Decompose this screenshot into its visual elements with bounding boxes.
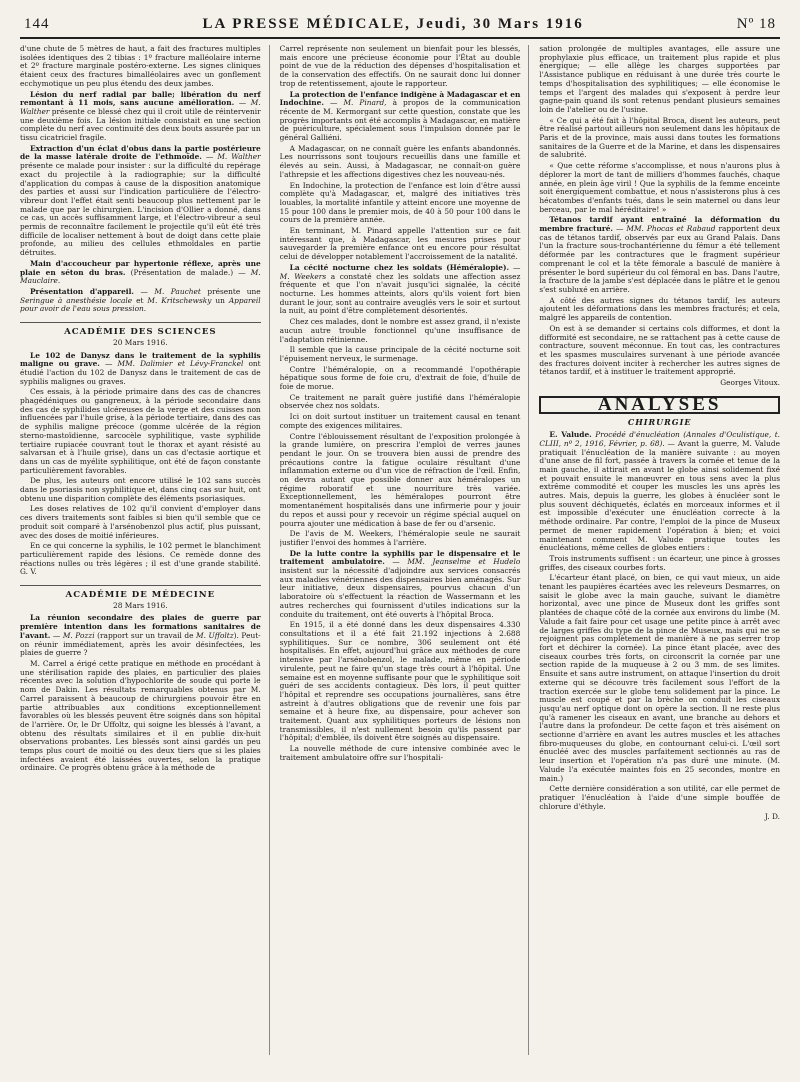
paragraph: « Que cette réforme s'accomplisse, et nous n'aurons plus à déplorer la mort de tant de milliers d'hommes fauchés, chaque année, en plein âge viril ! Que la syphilis de la femme enceinte soit énergiquement combattue, et nous n'assisterons plus à ces hécatombes d'enfants tués, dans le sein maternel ou dans leur berceau, par le mal héréditaire! » <box>539 161 781 214</box>
signature: Georges Vitoux. <box>720 378 781 388</box>
paragraph: Main d'accoucheur par hypertonie réflexe, après une plaie en séton du bras. (Présentation de malade.) — M. Mauclaire. <box>20 258 261 286</box>
paragraph: Ces essais, à la période primaire dans des cas de chancres phagédéniques ou gangreneux, à la période secondaire dans des cas de syphilides ulcéreuses de la verge et des cuisses non influencées par l'huile grise, à la période tertiaire, dans des cas de syphilis maligne précoce (gomme ulcérée de la région sterno-mastoïdienne, sarcocèle syphilitique, vaste syphilide tertiaire rupiacée couvrant tout le thorax et ayant résisté au salvarsan et à l'huile grise), dans un cas d'ectasie aortique et dans un cas de myélite syphilitique, ont été de façon constante particulièrement favorables. <box>20 387 261 475</box>
signature: J. D. <box>764 812 781 822</box>
paragraph: En Indochine, la protection de l'enfance est loin d'être aussi complète qu'à Madagascar, et, malgré des initiatives très louables, la mortalité infantile y atteint encore une moyenne de 15 pour 100 dans le premier mois, de 40 à 50 pour 100 dans le cours de la première année. <box>279 180 521 225</box>
section-title: ACADÉMIE DES SCIENCES <box>20 322 261 337</box>
paragraph: Présentation d'appareil. — M. Pauchet présente une Seringue à anesthésie locale et M. Kritschewsky un Appareil pour avoir de l'eau sous pression. <box>20 286 261 314</box>
paragraph: M. Carrel a érigé cette pratique en méthode en procédant à une stérilisation rapide des plaies, en particulier des plaies récentes avec la solution d'hypochlorite de soude qui porte le nom de Dakin. Les résultats remarquables obtenus par M. Carrel paraissent à beaucoup de chirurgiens pouvoir être en partie attribuables aux conditions exceptionnellement favorables où les blessés peuvent être soignés dans son hôpital de l'arrière. Or, le Dr Uffoltz, qui soigne les blessés à l'avant, a obtenu des résultats similaires et il en publie dix-huit observations probantes. Les blessés sont ainsi gardés un peu temps plus court de moitié ou des deux tiers que si les plaies infectées avaient été laissées ouvertes, selon la pratique ordinaire. Ce progrès obtenu grâce à la méthode de <box>20 659 261 773</box>
paragraph: Les doses relatives de 102 qu'il convient d'employer dans ces divers traitements sont faibles si bien qu'il semble que ce produit soit comparé à l'arsénobenzol plus actif, plus puissant, avec des doses de moitié inférieures. <box>20 504 261 540</box>
paragraph: Trois instruments suffisent : un écarteur, une pince à grosses griffes, des ciseaux courbes forts. <box>539 553 781 572</box>
newspaper-page <box>20 0 780 1070</box>
column-1 <box>20 45 270 1055</box>
page-number: 144 <box>24 16 50 32</box>
section-date: 20 Mars 1916. <box>113 337 168 347</box>
section-date: 28 Mars 1916. <box>113 600 168 610</box>
paragraph: Le 102 de Danysz dans le traitement de la syphilis maligne ou grave. — MM. Dalimier et Lévy-Franckel ont étudié l'action du 102 de Danysz dans le traitement de cas de syphilis malignes ou graves. <box>20 350 261 386</box>
issue-number: Nº 18 <box>736 16 776 32</box>
paragraph: Chez ces malades, dont le nombre est assez grand, il n'existe aucun autre trouble fonctionnel qu'une insuffisance de l'adaptation rétinienne. <box>279 317 521 344</box>
columns <box>20 45 780 1055</box>
paragraph: La réunion secondaire des plaies de guerre par première intention dans les formations sanitaires de l'avant. — M. Pozzi (rapport sur un travail de M. Uffoltz). Peut-on réunir immédiatement, après les avoir désinfectées, les plaies de guerre ? <box>20 613 261 658</box>
paragraph: sation prolongée de multiples avantages, elle assure une prophylaxie plus efficace, un traitement plus rapide et plus énergique; — elle allège les charges supportées par l'Assistance publique en réduisant à une durée très courte le temps d'hospitalisation des syphilitiques; — elle économise le temps et l'argent des malades qui s'exposent à perdre leur gagne-pain quand ils sont retenus pendant plusieurs semaines loin de l'atelier ou de l'usine. <box>539 45 781 114</box>
column-3 <box>539 45 780 1055</box>
paragraph: Cette dernière considération a son utilité, car elle permet de pratiquer l'énucléation à l'aide d'une simple bouffée de chlorure d'éthyle. <box>539 784 781 811</box>
paragraph: On est à se demander si certains cols difformes, et dont la difformité est secondaire, ne se rattachent pas à cette cause de contracture, souvent méconnue. En tout cas, les contractures et les spasmes musculaires survenant à une période avancée des fractures doivent inciter à rechercher les autres signes de tétanos tardif, et à instituer le traitement approprié. <box>539 323 781 377</box>
paragraph: La nouvelle méthode de cure intensive combinée avec le traitement ambulatoire offre sur l'hospitali- <box>279 744 521 762</box>
paragraph: La cécité nocturne chez les soldats (Héméralopie). — M. Weekers a constaté chez les soldats une affection assez fréquente et que l'on n'avait jusqu'ici signalée, la cécité nocturne. Les hommes atteints, alors qu'ils voient fort bien durant le jour, sont au contraire aveuglés vers le soir et surtout la nuit, au point d'être complètement désorientés. <box>279 262 521 316</box>
masthead <box>20 10 780 39</box>
paragraph: En 1915, il a été donné dans les deux dispensaires 4.330 consultations et il a été fait 21.192 injections à 2.688 syphilitiques. Sur ce nombre, 306 seulement ont été hospitalisés. En effet, aujourd'hui grâce aux méthodes de cure intensive par l'arsénobenzol, le malade, même en période virulente, peut ne faire qu'un stage très court à l'hôpital. Une semaine est en moyenne suffisante pour que le syphilitique soit guéri de ses accidents contagieux. Dès lors, il peut quitter l'hôpital et reprendre ses occupations journalières, sans être astreint à d'autres obligations que de revenir une fois par semaine et à heure fixe, au dispensaire, pour achever son traitement. Quant aux syphilitiques porteurs de lésions non transmissibles, il n'est nullement besoin qu'ils passent par l'hôpital; d'emblée, ils doivent être soignés au dispensaire. <box>279 620 521 743</box>
journal-title: LA PRESSE MÉDICALE, Jeudi, 30 Mars 1916 <box>202 16 584 32</box>
column-2 <box>280 45 530 1055</box>
paragraph: Carrel représente non seulement un bienfait pour les blessés, mais encore une précieuse économie pour l'État au double point de vue de la réduction des dépenses d'hospitalisation et de la conservation des effectifs. On ne saurait donc lui donner trop de retentissement, ajoute le rapporteur. <box>279 45 521 88</box>
paragraph: Ce traitement ne paraît guère justifié dans l'héméralopie observée chez nos soldats. <box>279 392 521 411</box>
paragraph: d'une chute de 5 mètres de haut, a fait des fractures multiples isolées identiques des 2 tibias : 1º fracture malléolaire interne et 2º fracture marginale postéro-externe. Les signes cliniques étaient ceux des fractures bimalléolaires avec un gonflement ecchymotique un peu plus étendu des deux jambes. <box>20 45 261 88</box>
paragraph: En ce qui concerne la syphilis, le 102 permet le blanchiment particulièrement rapide des lésions. Ce remède donne des réactions nulles ou très légères ; il est d'une grande stabilité. G. V. <box>20 541 261 577</box>
paragraph: Extraction d'un éclat d'obus dans la partie postérieure de la masse latérale droite de l'ethmoïde. — M. Walther présente ce malade pour insister : sur la difficulté du repérage exact du projectile à la radiographie; sur la difficulté d'application du compas à cause de la disposition anatomique des parties et aussi sur l'indication particulière de l'électro-vibreur dont l'effet était senti beaucoup plus nettement par le malade que par le chirurgien. L'incision d'Ollier a donné, dans ce cas, un accès suffisamment large, et l'électro-vibreur a seul permis de reconnaître facilement le projectile qu'il eût été très difficile de localiser nettement à bout de doigt dans cette plaie profonde, au milieu des cellules ethmoïdales en partie détruites. <box>20 143 261 258</box>
paragraph: Ici on doit surtout instituer un traitement causal en tenant compte des exigences militaires. <box>279 412 521 430</box>
paragraph: Tétanos tardif ayant entraîné la déformation du membre fracturé. — MM. Phocas et Rabaud rapportent deux cas de tétanos tardif, observés par eux au Grand Palais. Dans l'un la fracture sous-trochantérienne du fémur a été tellement déformée par les contractures que le fragment supérieur comprenant le col et la tête fémorale a basculé de manière à présenter le bord supérieur du col fémoral en bas. Dans l'autre, la fracture de la jambe s'est déplacée dans le plâtre et le genou s'est subluxé en arrière. <box>539 215 781 294</box>
analyses-banner: ANALYSES <box>539 396 780 415</box>
paragraph: De la lutte contre la syphilis par le dispensaire et le traitement ambulatoire. — MM. Jeanselme et Hudelo insistent sur la nécessité d'adjoindre aux services consacrés aux maladies vénériennes des dispensaires bien aménagés. Sur leur initiative, deux dispensaires, pourvus chacun d'un laboratoire où s'effectuent la réaction de Wassermann et les autres recherches qui fournissent d'utiles indications sur la conduite du traitement, ont été ouverts à l'hôpital Broca. <box>279 548 521 619</box>
paragraph: E. Valude. Procédé d'énucléation (Annales d'Oculistique, t. CLIII, nº 2, 1916, Février, p. 68). — Avant la guerre, M. Valude pratiquait l'énucléation de la manière suivante : au moyen d'une anse de fil fort, passée à travers la cornée et tenue de la main gauche, il attirait en avant le globe ainsi solidement fixé et pouvait ensuite le manœuvrer en tous sens avec la plus extrême commodité et couper les muscles les uns après les autres. Mais, depuis la guerre, les globes à énucléer sont le plus souvent déchiquetés, éclatés en morceaux informes et il est impossible d'exécuter une énucléation correcte à la méthode ordinaire. Par contre, l'emploi de la pince de Museux permet de mener rapidement l'opération à bien; et voici maintenant comment M. Valude pratique toutes les énucléations, même celles de globes entiers : <box>539 430 781 553</box>
paragraph: Il semble que la cause principale de la cécité nocturne soit l'épuisement nerveux, le surmenage. <box>279 345 521 363</box>
paragraph: La protection de l'enfance indigène à Madagascar et en Indochine. — M. Pinard, à propos de la communication récente de M. Kermorgant sur cette question, constate que les progrès importants ont été accomplis à Madagascar, en matière de puériculture, spécialement sous l'impulsion donnée par le général Galliéni. <box>279 89 521 143</box>
signature: G. V. <box>20 567 37 577</box>
paragraph: L'écarteur étant placé, on bien, ce qui vaut mieux, un aide tenant les paupières écartées avec les releveurs Desmarres, on saisit le globe avec la main gauche, suivant le diamètre horizontal, avec une pince de Museux dont les griffes sont plantées de chaque côté de la cornée aux environs du limbe (M. Valude a fait faire pour cet usage une petite pince à arrêt avec de larges griffes du type de la pince de Museux, mais qui ne se rejoignent pas complètement de manière à ne pas serrer trop fort et déchirer la cornée). La pince étant placée, avec des ciseaux courbes très forts, on circonscrit la cornée par une section rapide de la muqueuse à 2 ou 3 mm. de ses limites. Ensuite et sans autre instrument, on attaque l'insertion du droit externe qui se découvre très facilement sous l'effort de la traction exercée sur le globe tenu solidement par la pince. Le muscle est coupé et par la brèche on conduit les ciseaux jusqu'au nerf optique dont on opère la section. Il ne reste plus qu'à ramener les ciseaux en avant, une branche au dehors et l'autre dans la profondeur. De cette façon et très aisément on sectionne d'arrière en avant les autres muscles et les attaches fibro-muqueuses du globe, en contournant celui-ci. L'œil sort énucléé avec des muscles parfaitement sectionnés au ras de leur insertion et l'opération n'a pas duré une minute. (M. Valude l'a exécutée maintes fois en 25 secondes, montre en main.) <box>539 573 781 783</box>
paragraph: A côté des autres signes du tétanos tardif, les auteurs ajoutent les déformations dans les membres fracturés; et cela, malgré les appareils de contention. <box>539 295 781 323</box>
paragraph: Contre l'héméralopie, on a recommandé l'opothérapie hépatique sous forme de foie cru, d'extrait de foie, d'huile de foie de morue. <box>279 364 521 392</box>
paragraph: En terminant, M. Pinard appelle l'attention sur ce fait intéressant que, à Madagascar, les mesures prises pour sauvegarder la première enfance ont eu encore pour résultat celui de développer notablement l'accroissement de la natalité. <box>279 226 521 262</box>
paragraph: De plus, les auteurs ont encore utilisé le 102 sans succès dans le psoriasis non syphilitique et, dans cinq cas sur huit, ont obtenu une disparition complète des éléments psoriasiques. <box>20 476 261 503</box>
paragraph: De l'avis de M. Weekers, l'héméralopie seule ne saurait justifier l'envoi des hommes à l'arrière. <box>279 529 521 547</box>
paragraph: Lésion du nerf radial par balle; libération du nerf remontant à 11 mois, sans aucune amélioration. — M. Walther présente ce blessé chez qui il croit utile de réintervenir une deuxième fois. La lésion initiale consistait en une section complète du nerf avec continuité des deux bouts assurée par un tissu cicatriciel fragile. <box>20 89 261 143</box>
section-subhead: CHIRURGIE <box>627 417 692 428</box>
paragraph: Contre l'éblouissement résultant de l'exposition prolongée à la grande lumière, on prescrira l'emploi de verres jaunes pendant le jour. On se trouvera bien aussi de prendre des précautions contre la fatigue oculaire résultant d'une inflammation externe ou d'un vice de réfraction de l'œil. Enfin, on devra autant que possible donner aux héméralopes un régime roboratif et une nourriture très variée. Exceptionnellement, les héméralopes pourront être momentanément hospitalisés dans une infirmerie pour y jouir du repos et aussi pour y recevoir un régime spécial auquel on pourra ajouter une médication à base de fer ou d'arsenic. <box>279 431 521 528</box>
paragraph: « Ce qui a été fait à l'hôpital Broca, disent les auteurs, peut être réalisé partout ailleurs non seulement dans les hôpitaux de Paris et de la province, mais aussi dans toutes les formations sanitaires de la Guerre et de la Marine, et dans les dispensaires de salubrité. <box>539 115 781 160</box>
section-title: ACADÉMIE DE MÉDECINE <box>20 585 261 600</box>
paragraph: A Madagascar, on ne connaît guère les enfants abandonnés. Les nourrissons sont toujours recueillis dans une famille et élevés au sein. Aussi, à Madagascar, ne connaît-on guère l'athrepsie et les affections digestives chez les nouveau-nés. <box>279 143 521 179</box>
